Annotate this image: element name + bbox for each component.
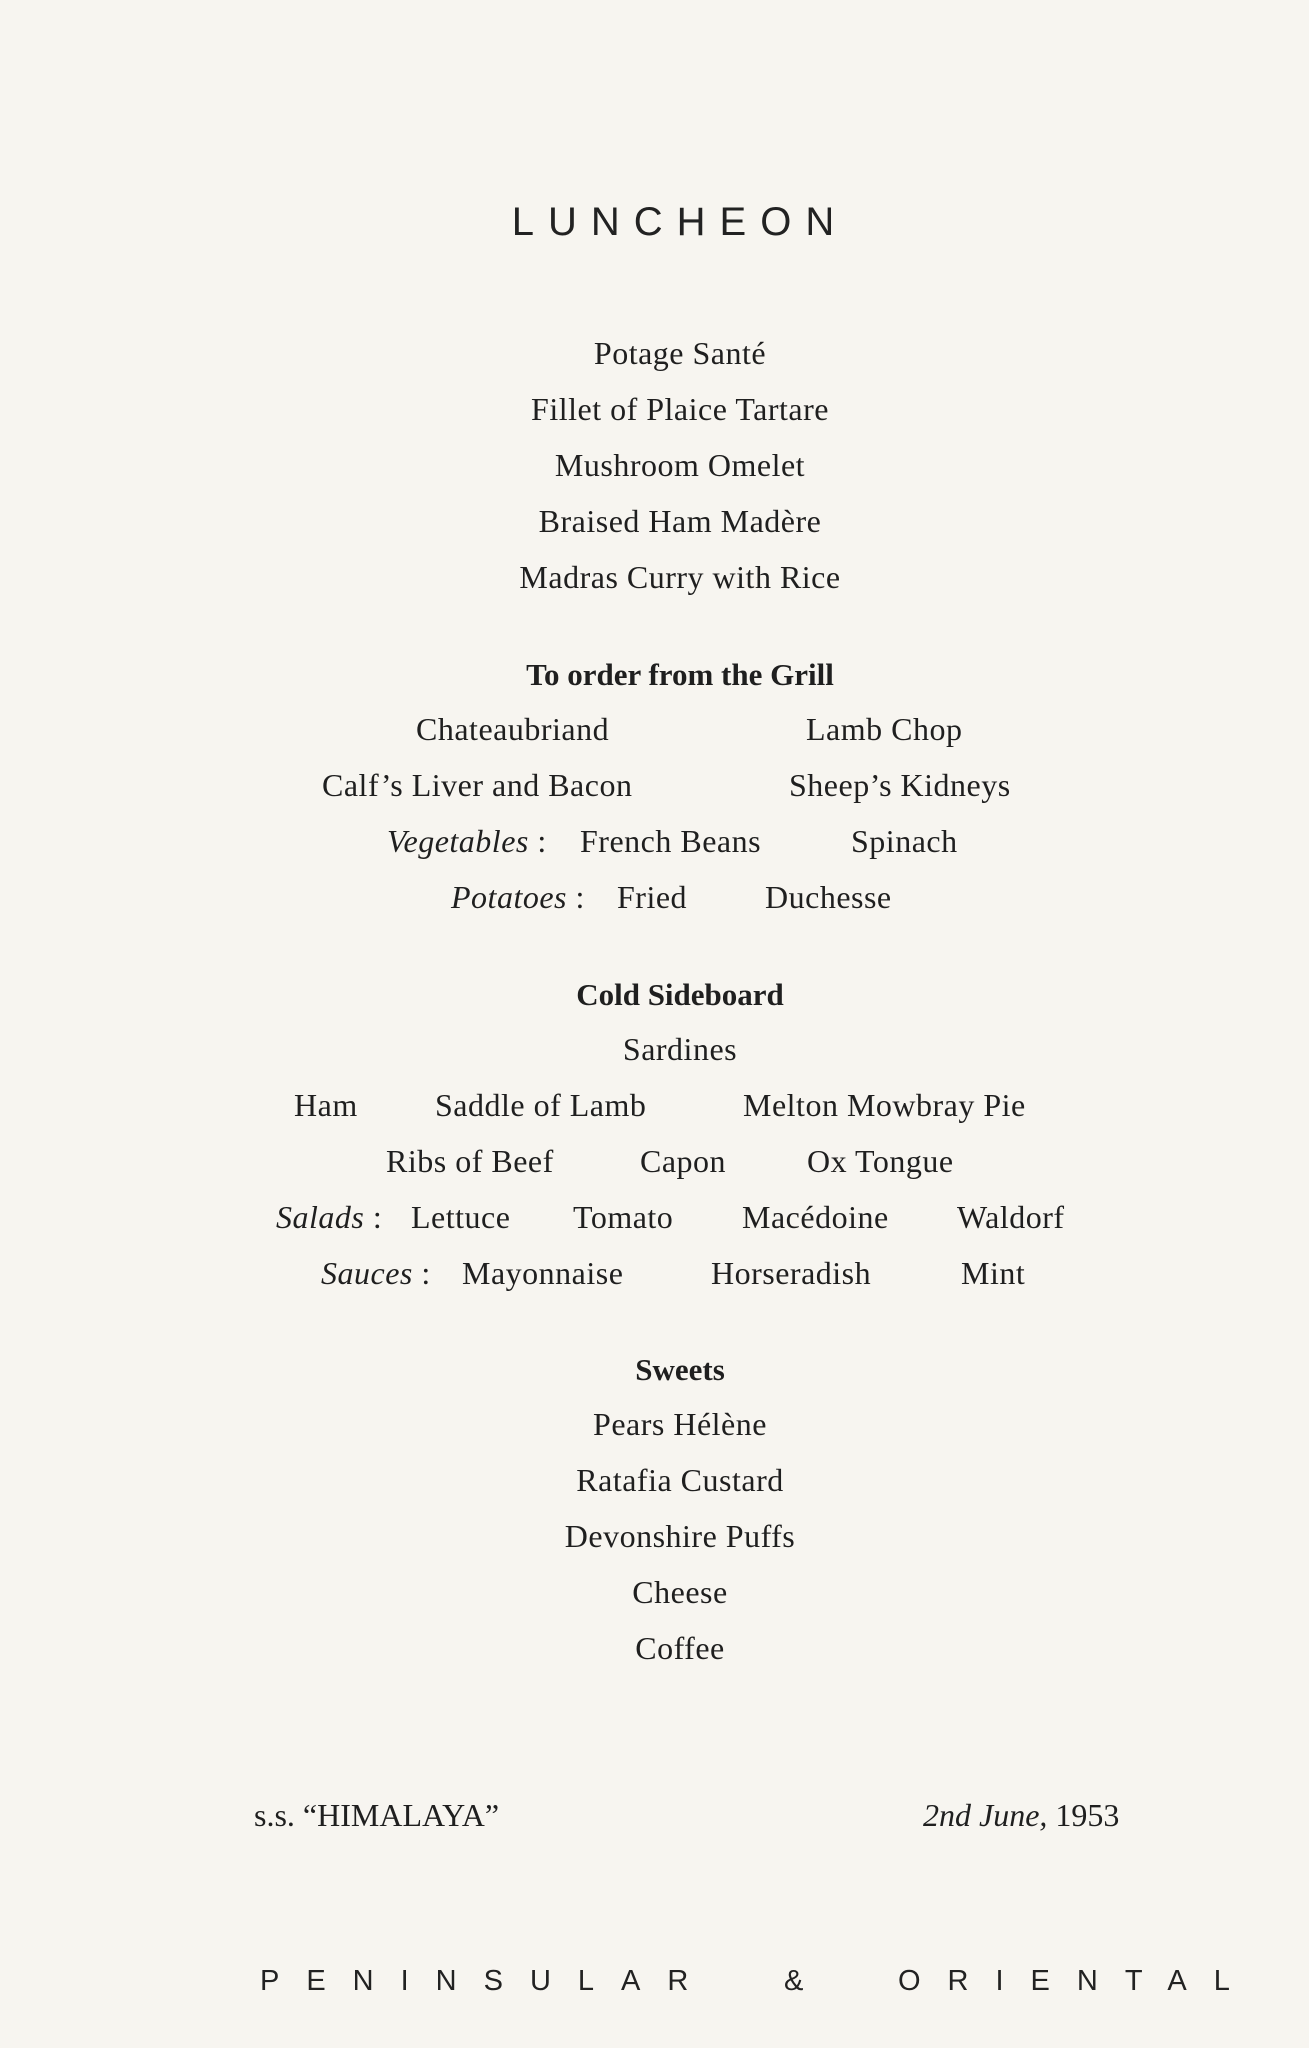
sideboard-item: Ribs of Beef	[386, 1143, 554, 1179]
potato-item: Fried	[617, 879, 688, 915]
sauces-row	[321, 1255, 431, 1292]
menu-date	[923, 1797, 1119, 1834]
ship-name: s.s. “HIMALAYA”	[254, 1797, 500, 1833]
potato-item: Duchesse	[765, 879, 892, 915]
potatoes-row	[451, 879, 585, 916]
main-course-3: Mushroom Omelet	[554, 447, 806, 483]
sweet-item: Pears Hélène	[593, 1406, 767, 1442]
label-separator: :	[566, 879, 585, 915]
sideboard-item: Capon	[640, 1143, 727, 1179]
main-course-1: Potage Santé	[593, 335, 767, 371]
potatoes-label: Potatoes	[451, 879, 567, 915]
grill-heading: To order from the Grill	[526, 657, 834, 692]
label-separator: :	[364, 1199, 383, 1235]
grill-item: Calf’s Liver and Bacon	[322, 767, 633, 803]
menu-title: LUNCHEON	[511, 200, 849, 244]
salad-item: Macédoine	[742, 1199, 889, 1235]
date-month: June,	[979, 1797, 1048, 1833]
sauce-item: Horseradish	[711, 1255, 872, 1291]
sweet-item: Coffee	[635, 1630, 725, 1666]
footer-peninsular: PENINSULAR	[260, 1965, 716, 1997]
date-year: 1953	[1055, 1797, 1120, 1833]
salads-row	[276, 1199, 382, 1236]
grill-item: Sheep’s Kidneys	[789, 767, 1011, 803]
sideboard-item: Sardines	[622, 1031, 738, 1067]
sauces-label: Sauces	[321, 1255, 413, 1291]
sideboard-item: Ham	[294, 1087, 358, 1123]
grill-item: Chateaubriand	[416, 711, 610, 747]
vegetables-label: Vegetables	[387, 823, 529, 859]
salad-item: Tomato	[573, 1199, 674, 1235]
salads-label: Salads	[276, 1199, 365, 1235]
date-day: 2nd	[923, 1797, 971, 1833]
vegetable-item: Spinach	[851, 823, 958, 859]
sweet-item: Cheese	[632, 1574, 728, 1610]
salad-item: Lettuce	[411, 1199, 511, 1235]
label-separator: :	[412, 1255, 431, 1291]
grill-item: Lamb Chop	[806, 711, 963, 747]
vegetables-row	[387, 823, 547, 860]
main-course-4: Braised Ham Madère	[538, 503, 822, 539]
main-course-2: Fillet of Plaice Tartare	[531, 391, 829, 427]
salad-item: Waldorf	[957, 1199, 1065, 1235]
sauce-item: Mayonnaise	[462, 1255, 624, 1291]
sideboard-item: Ox Tongue	[807, 1143, 954, 1179]
sideboard-item: Melton Mowbray Pie	[743, 1087, 1026, 1123]
cold-sideboard-heading: Cold Sideboard	[576, 977, 784, 1012]
sweet-item: Ratafia Custard	[576, 1462, 784, 1498]
footer-oriental: ORIENTAL	[898, 1965, 1257, 1997]
sweet-item: Devonshire Puffs	[564, 1518, 796, 1554]
sideboard-item: Saddle of Lamb	[435, 1087, 647, 1123]
sauce-item: Mint	[961, 1255, 1026, 1291]
label-separator: :	[528, 823, 547, 859]
main-course-5: Madras Curry with Rice	[519, 559, 841, 595]
sweets-heading: Sweets	[635, 1352, 725, 1387]
footer-ampersand: &	[784, 1965, 831, 1997]
vegetable-item: French Beans	[580, 823, 762, 859]
